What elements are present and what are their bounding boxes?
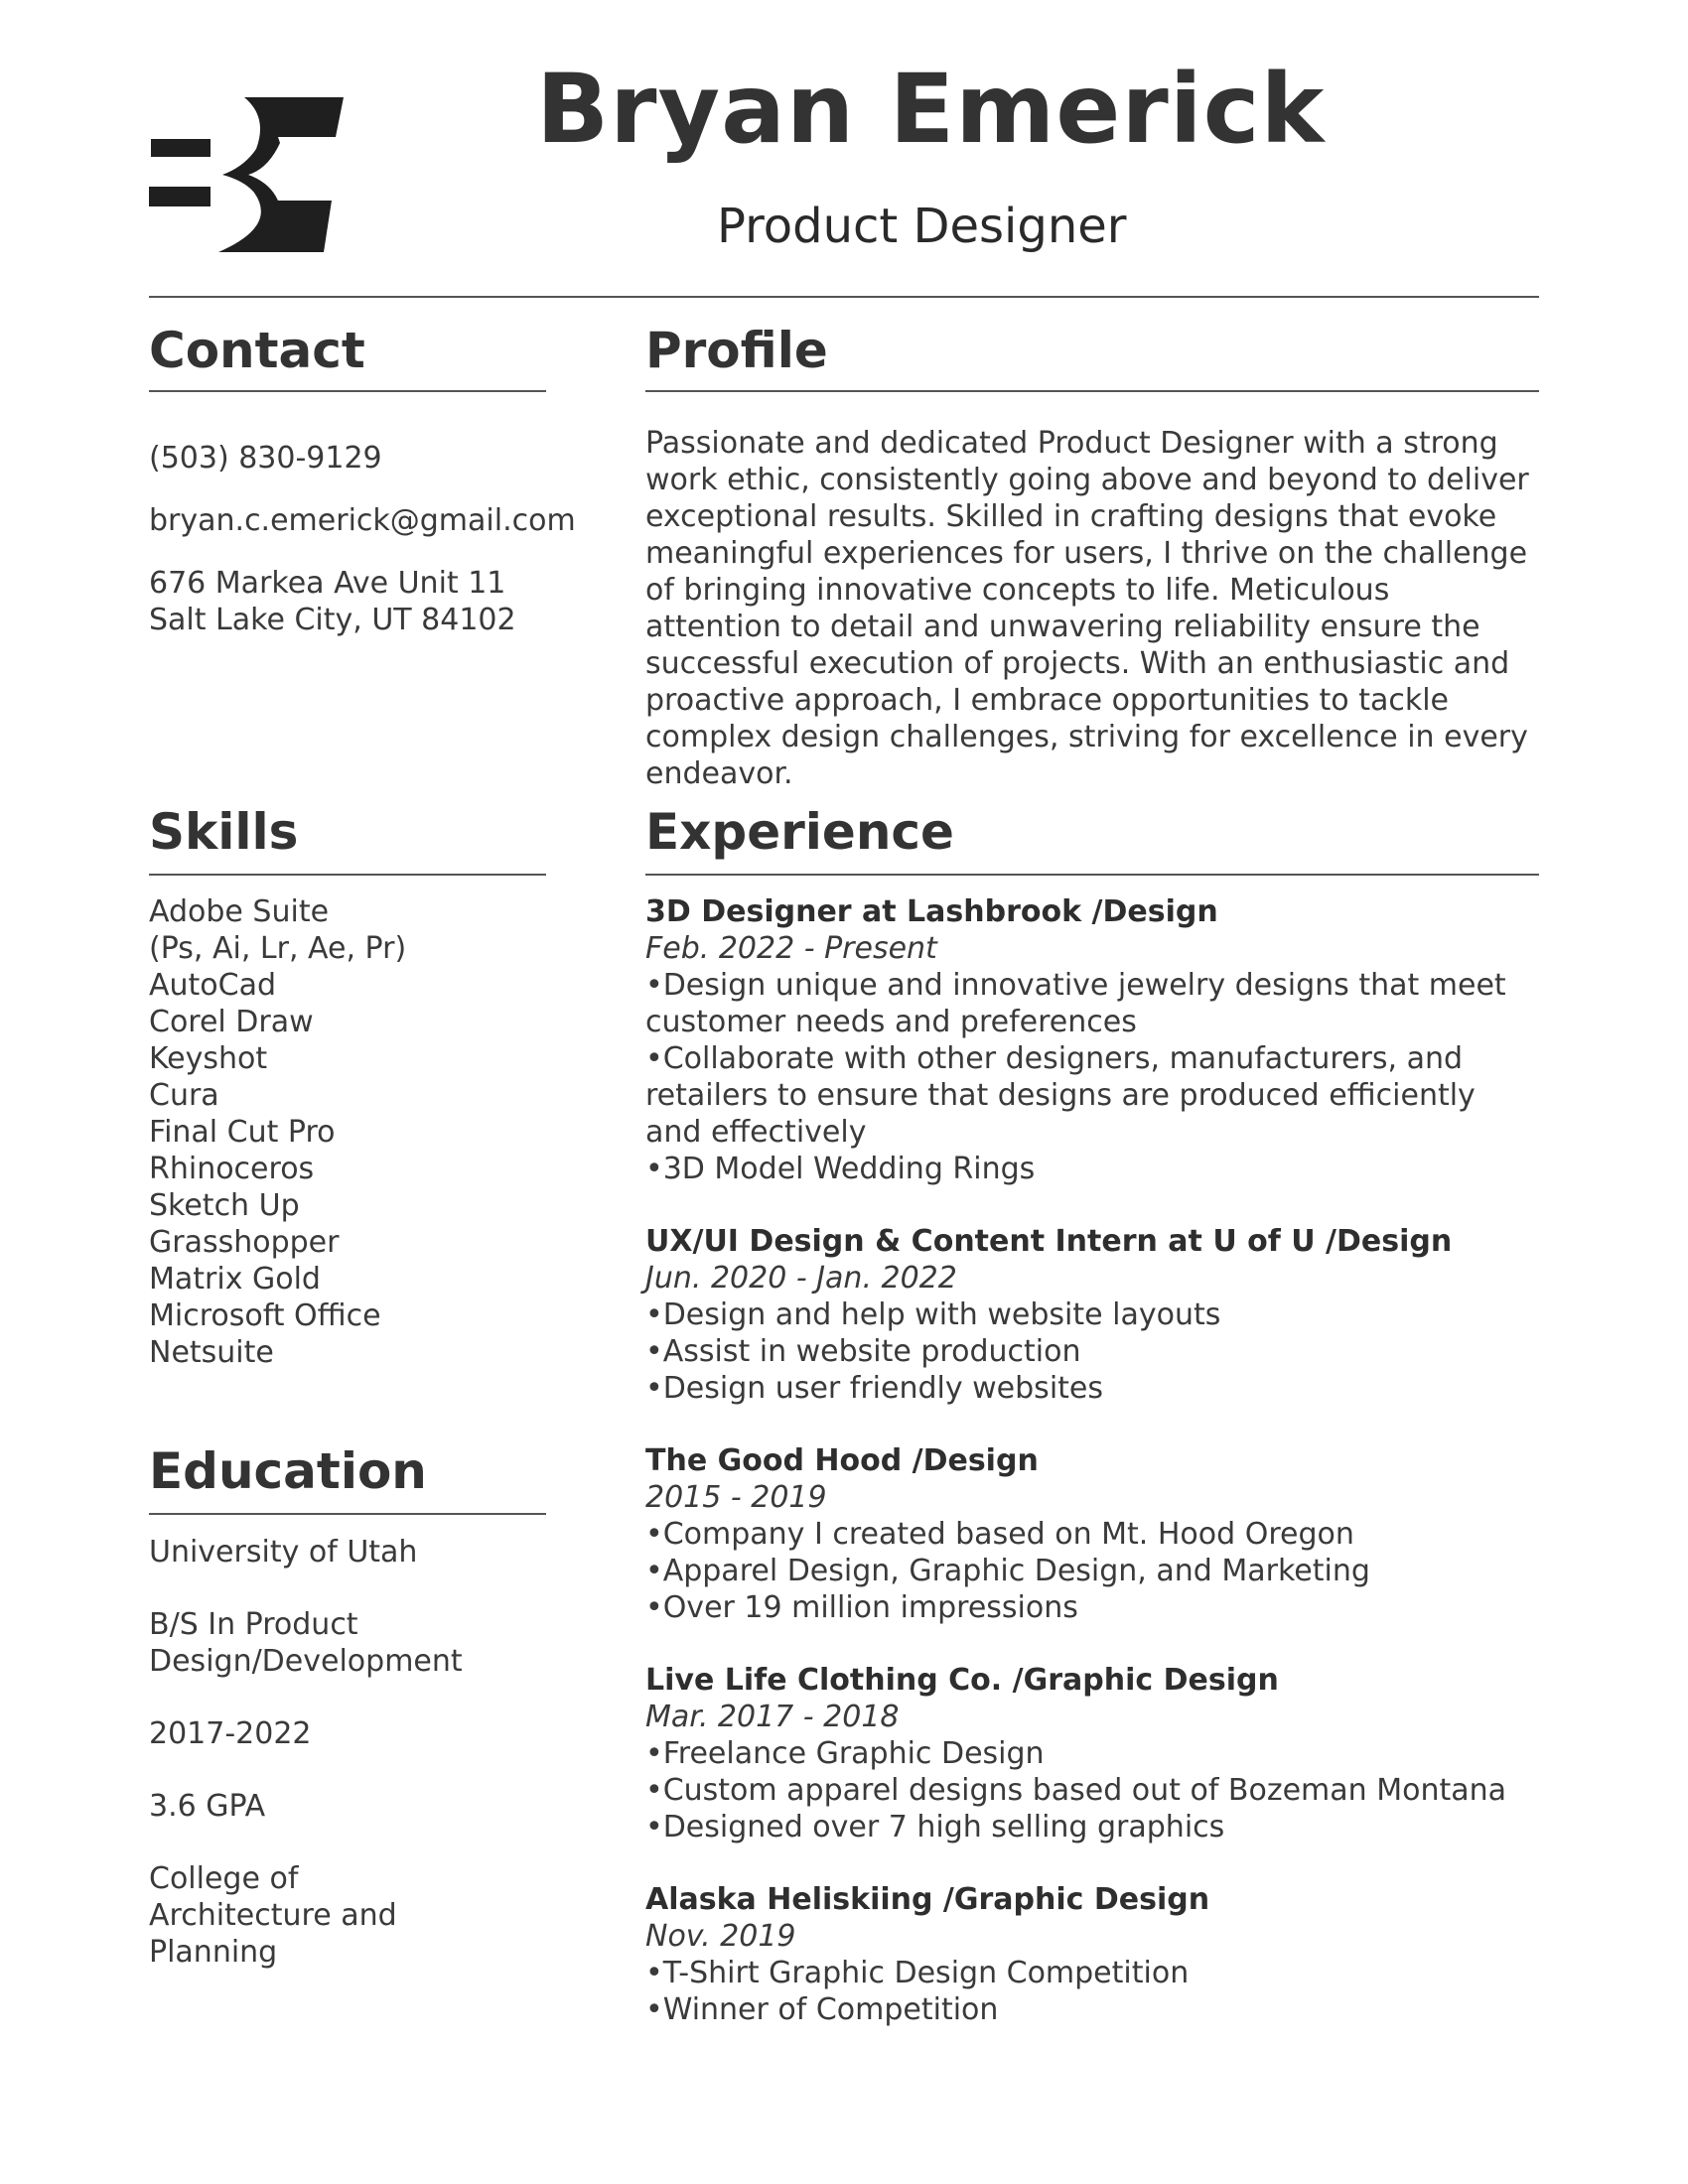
job-dates: Nov. 2019 [645,1919,796,1954]
job-bullet: •Company I created based on Mt. Hood Oregon [645,1517,1354,1552]
job-title: Alaska Heliskiing /Graphic Design [645,1882,1210,1917]
be-monogram-logo-icon [149,97,344,252]
job-bullet: retailers to ensure that designs are produced efficiently [645,1078,1476,1113]
job-entry [645,1223,1506,1407]
logo-bar-left-bottom [149,187,211,206]
job-bullet: •T-Shirt Graphic Design Competition [645,1956,1190,1990]
header-divider [149,296,1539,298]
profile-line: of bringing innovative concepts to life. Meticulous [645,573,1390,608]
profile-line: complex design challenges, striving for excellence in every [645,720,1528,754]
skill-item: Grasshopper [149,1225,340,1260]
candidate-title: Product Designer [717,199,1127,254]
candidate-name: Bryan Emerick [536,54,1326,165]
experience-divider [645,874,1539,876]
job-bullet: •Freelance Graphic Design [645,1736,1045,1771]
education-divider [149,1513,546,1515]
job-bullet: •Design unique and innovative jewelry designs that meet [645,968,1506,1003]
profile-line: attention to detail and unwavering reliability ensure the [645,610,1480,644]
education-college: Architecture and [149,1898,397,1933]
job-bullet: •Designed over 7 high selling graphics [645,1810,1225,1844]
job-bullet: •Collaborate with other designers, manufacturers, and [645,1041,1464,1076]
skill-item: Adobe Suite [149,894,330,929]
skills-divider [149,874,546,876]
contact-address-line1: 676 Markea Ave Unit 11 [149,566,506,601]
skill-item: Cura [149,1078,219,1113]
profile-divider [645,390,1539,392]
job-dates: Jun. 2020 - Jan. 2022 [645,1261,957,1296]
profile-line: endeavor. [645,756,793,791]
education-gpa: 3.6 GPA [149,1789,266,1824]
job-bullet: •Custom apparel designs based out of Bozeman Montana [645,1773,1507,1808]
education-college: College of [149,1861,299,1896]
profile-line: proactive approach, I embrace opportunities to tackle [645,683,1450,718]
job-title: UX/UI Design & Content Intern at U of U /Design [645,1224,1453,1259]
experience-heading: Experience [645,803,954,861]
contact-heading: Contact [149,322,365,379]
profile-line: exceptional results. Skilled in crafting designs that evoke [645,499,1497,534]
profile-line: meaningful experiences for users, I thrive on the challenge [645,536,1528,571]
job-title: 3D Designer at Lashbrook /Design [645,894,1218,929]
education-years: 2017-2022 [149,1716,312,1751]
job-bullet: and effectively [645,1115,867,1150]
contact-block [149,440,576,638]
job-dates: Mar. 2017 - 2018 [645,1700,900,1734]
job-bullet: •Design user friendly websites [645,1371,1104,1406]
job-bullet: •Assist in website production [645,1334,1081,1369]
job-bullet: •Design and help with website layouts [645,1297,1221,1332]
education-degree: B/S In Product [149,1607,358,1642]
job-bullet: •Apparel Design, Graphic Design, and Marketing [645,1554,1370,1588]
profile-text [645,425,1529,792]
contact-email[interactable]: bryan.c.emerick@gmail.com [149,503,576,538]
skill-item: Final Cut Pro [149,1115,336,1150]
job-entry [645,893,1506,1187]
job-bullet: •Winner of Competition [645,1992,999,2027]
job-title: The Good Hood /Design [645,1443,1039,1478]
skills-list [149,893,406,1371]
skill-item: Corel Draw [149,1005,314,1039]
education-school: University of Utah [149,1535,418,1570]
skill-item: (Ps, Ai, Lr, Ae, Pr) [149,931,407,966]
contact-phone[interactable]: (503) 830-9129 [149,441,382,476]
logo-bar-left-top [151,139,211,157]
education-degree: Design/Development [149,1644,463,1679]
contact-divider [149,390,546,392]
profile-line: Passionate and dedicated Product Designer with a strong [645,426,1498,461]
profile-line: successful execution of projects. With an enthusiastic and [645,646,1510,681]
job-title: Live Life Clothing Co. /Graphic Design [645,1663,1279,1698]
education-college: Planning [149,1935,278,1970]
job-bullet: •3D Model Wedding Rings [645,1152,1036,1186]
job-dates: 2015 - 2019 [645,1480,827,1515]
education-heading: Education [149,1442,427,1500]
skill-item: Sketch Up [149,1188,300,1223]
experience-list [645,893,1506,2064]
profile-line: work ethic, consistently going above and beyond to deliver [645,463,1529,497]
skills-heading: Skills [149,803,299,861]
education-block [149,1534,463,1971]
job-dates: Feb. 2022 - Present [645,931,937,966]
job-entry [645,1662,1506,1845]
skill-item: Matrix Gold [149,1262,321,1297]
skill-item: Rhinoceros [149,1152,315,1186]
job-entry [645,1881,1506,2028]
job-entry [645,1442,1506,1626]
skill-item: Netsuite [149,1335,274,1370]
contact-address-line2: Salt Lake City, UT 84102 [149,603,516,637]
skill-item: Keyshot [149,1041,268,1076]
skill-item: AutoCad [149,968,277,1003]
logo-right-shape [218,97,344,252]
skill-item: Microsoft Office [149,1298,381,1333]
job-bullet: •Over 19 million impressions [645,1590,1078,1625]
job-bullet: customer needs and preferences [645,1005,1137,1039]
profile-heading: Profile [645,322,828,379]
